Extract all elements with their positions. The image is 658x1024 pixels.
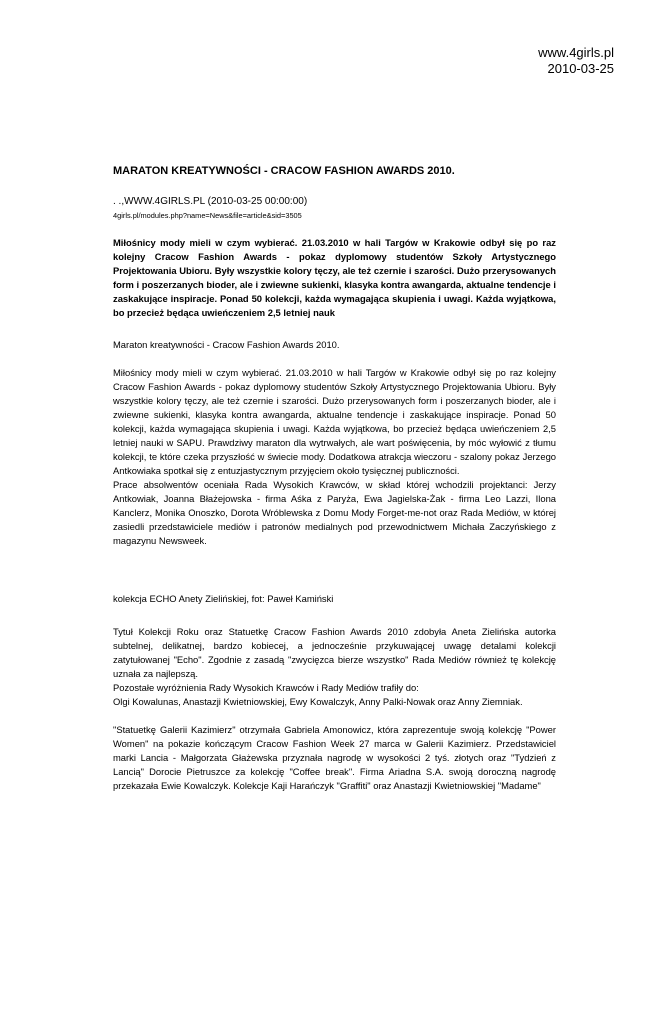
article-source: . .,WWW.4GIRLS.PL (2010-03-25 00:00:00) <box>113 196 308 207</box>
body-paragraph-5: Olgi Kowalunas, Anastazji Kwietniowskiej, Ewy Kowalczyk, Anny Palki-Nowak oraz Anny Ziemniak. <box>113 696 523 707</box>
page-header <box>538 45 614 77</box>
body-paragraph-4: Pozostałe wyróżnienia Rady Wysokich Krawców i Rady Mediów trafiły do: <box>113 682 419 693</box>
photo-caption: kolekcja ECHO Anety Zielińskiej, fot: Paweł Kamiński <box>113 593 334 604</box>
body-paragraph-2: Prace absolwentów oceniała Rada Wysokich Krawców, w skład której wchodzili projektanci: Jerzy Antkowiak, Joanna Błażejowska - firma Aśka z Paryża, Ewa Jagielska-Żak - firma Leo Lazzi, Ilona Kanclerz, Monika Onoszko, Dorota Wróblewska z Domu Mody Forget-me-not oraz Rada Mediów, w której zasiedli przedstawiciele mediów i patronów medialnych pod przewodnictwem Michała Zaczyńskiego z magazynu Newsweek. <box>113 479 556 546</box>
body-paragraph-6: "Statuetkę Galerii Kazimierz" otrzymała Gabriela Amonowicz, która zaprezentuje swoją kolekcję "Power Women" na pokazie kończącym Cracow Fashion Week 27 marca w Galerii Kazimierz. Przedstawiciel marki Lancia - Małgorzata Głażewska przyznała nagrodę w wysokości 2 tyś. złotych oraz "Tydzień z Lancią" Dorocie Pietruszce za kolekcję "Coffee break". Firma Ariadna S.A. swoją doroczną nagrodę przekazała Ewie Kowalczyk. Kolekcje Kaji Harańczyk "Graffiti" oraz Anastazji Kwietniowskiej "Madame" <box>113 724 556 791</box>
article-title: MARATON KREATYWNOŚCI - CRACOW FASHION AWARDS 2010. <box>113 165 455 177</box>
article-lead: Miłośnicy mody mieli w czym wybierać. 21.03.2010 w hali Targów w Krakowie odbył się po raz kolejny Cracow Fashion Awards - pokaz dyplomowy studentów Szkoły Artystycznego Projektowania Ubioru. Były wszystkie kolory tęczy, ale też czernie i szarości. Dużo przerysowanych form i poszerzanych bioder, ale i zwiewne sukienki, klasyka kontra awangarda, aktualne tendencje i zaskakujące inspiracje. Ponad 50 kolekcji, każda wymagająca skupienia i uwagi. Każda wyjątkowa, bo przecież będąca uwieńczeniem 2,5 letniej nauk <box>113 237 556 318</box>
article <box>113 164 556 793</box>
header-date: 2010-03-25 <box>547 61 614 76</box>
site-name: www.4girls.pl <box>538 45 614 60</box>
body-paragraph-1: Miłośnicy mody mieli w czym wybierać. 21.03.2010 w hali Targów w Krakowie odbył się po raz kolejny Cracow Fashion Awards - pokaz dyplomowy studentów Szkoły Artystycznego Projektowania Ubioru. Były wszystkie kolory tęczy, ale też czernie i szarości. Dużo przerysowanych form i poszerzanych bioder, ale i zwiewne sukienki, klasyka kontra awangarda, aktualne tendencje i zaskakujące inspiracje. Ponad 50 kolekcji, każda wymagająca skupienia i uwagi. Każda wyjątkowa, bo przecież będąca uwieńczeniem 2,5 letniej nauki w SAPU. Prawdziwy maraton dla wytrwałych, ale wart poświęcenia, by móc wyłowić z tłumu kolekcji, te które czeka przyszłość w świecie mody. Dodatkowa atrakcja wieczoru - szalony pokaz Jerzego Antkowiaka spotkał się z entuzjastycznym przyjęciem około tysięcznej publiczności. <box>113 367 556 476</box>
article-url: 4girls.pl/modules.php?name=News&file=article&sid=3505 <box>113 211 302 220</box>
article-subtitle: Maraton kreatywności - Cracow Fashion Awards 2010. <box>113 339 340 350</box>
body-paragraph-3: Tytuł Kolekcji Roku oraz Statuetkę Cracow Fashion Awards 2010 zdobyła Aneta Zielińska autorka subtelnej, delikatnej, bardzo kobiecej, a jednocześnie przykuwającej uwagę detalami kolekcji zatytułowanej "Echo". Zgodnie z zasadą "zwycięzca bierze wszystko" Rada Mediów również tę kolekcję uznała za najlepszą. <box>113 626 556 679</box>
